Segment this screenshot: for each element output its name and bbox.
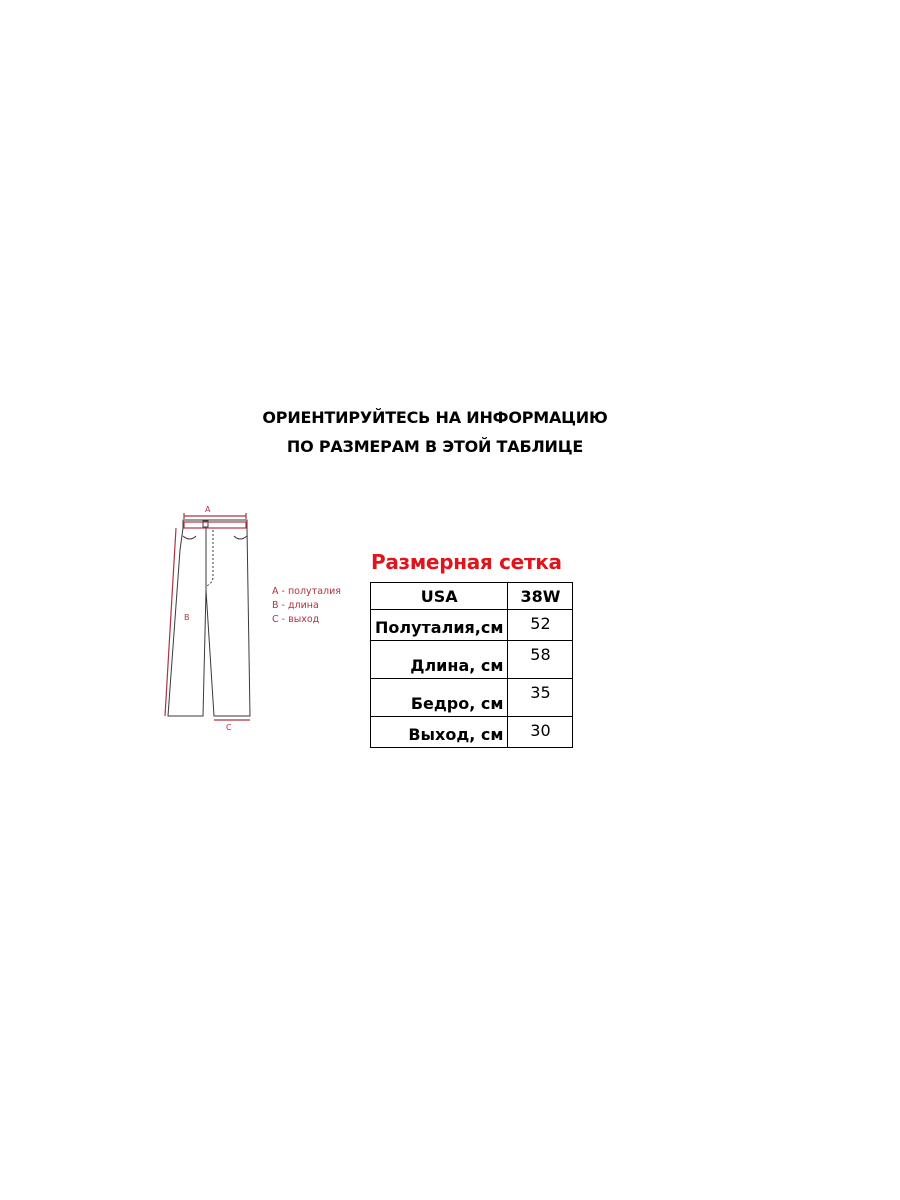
row-value: 52 bbox=[508, 610, 573, 641]
row-value: 30 bbox=[508, 717, 573, 748]
size-chart-title: Размерная сетка bbox=[371, 550, 562, 574]
legend-item-c: С - выход bbox=[272, 614, 320, 625]
table-row bbox=[371, 717, 573, 748]
diagram-legend bbox=[272, 585, 341, 627]
diagram-label-b: B bbox=[184, 613, 190, 622]
table-header-row bbox=[371, 583, 573, 610]
row-label: Полуталия,см bbox=[371, 610, 508, 641]
trousers-outline bbox=[168, 520, 250, 716]
table-row bbox=[371, 679, 573, 717]
header-size: 38W bbox=[508, 583, 573, 610]
diagram-label-a: A bbox=[205, 505, 211, 514]
heading-line-2: ПО РАЗМЕРАМ В ЭТОЙ ТАБЛИЦЕ bbox=[286, 437, 584, 456]
header-region: USA bbox=[371, 583, 508, 610]
row-label: Выход, см bbox=[371, 717, 508, 748]
page-heading bbox=[0, 403, 870, 461]
row-value: 58 bbox=[508, 641, 573, 679]
table-row bbox=[371, 641, 573, 679]
row-label: Бедро, см bbox=[371, 679, 508, 717]
legend-item-a: А - полуталия bbox=[272, 586, 342, 597]
legend-item-b: В - длина bbox=[272, 600, 319, 611]
row-label: Длина, см bbox=[371, 641, 508, 679]
trousers-diagram bbox=[160, 500, 260, 740]
row-value: 35 bbox=[508, 679, 573, 717]
diagram-label-c: C bbox=[226, 723, 232, 732]
table-row bbox=[371, 610, 573, 641]
heading-line-1: ОРИЕНТИРУЙТЕСЬ НА ИНФОРМАЦИЮ bbox=[262, 408, 608, 427]
size-chart-table bbox=[370, 582, 573, 748]
